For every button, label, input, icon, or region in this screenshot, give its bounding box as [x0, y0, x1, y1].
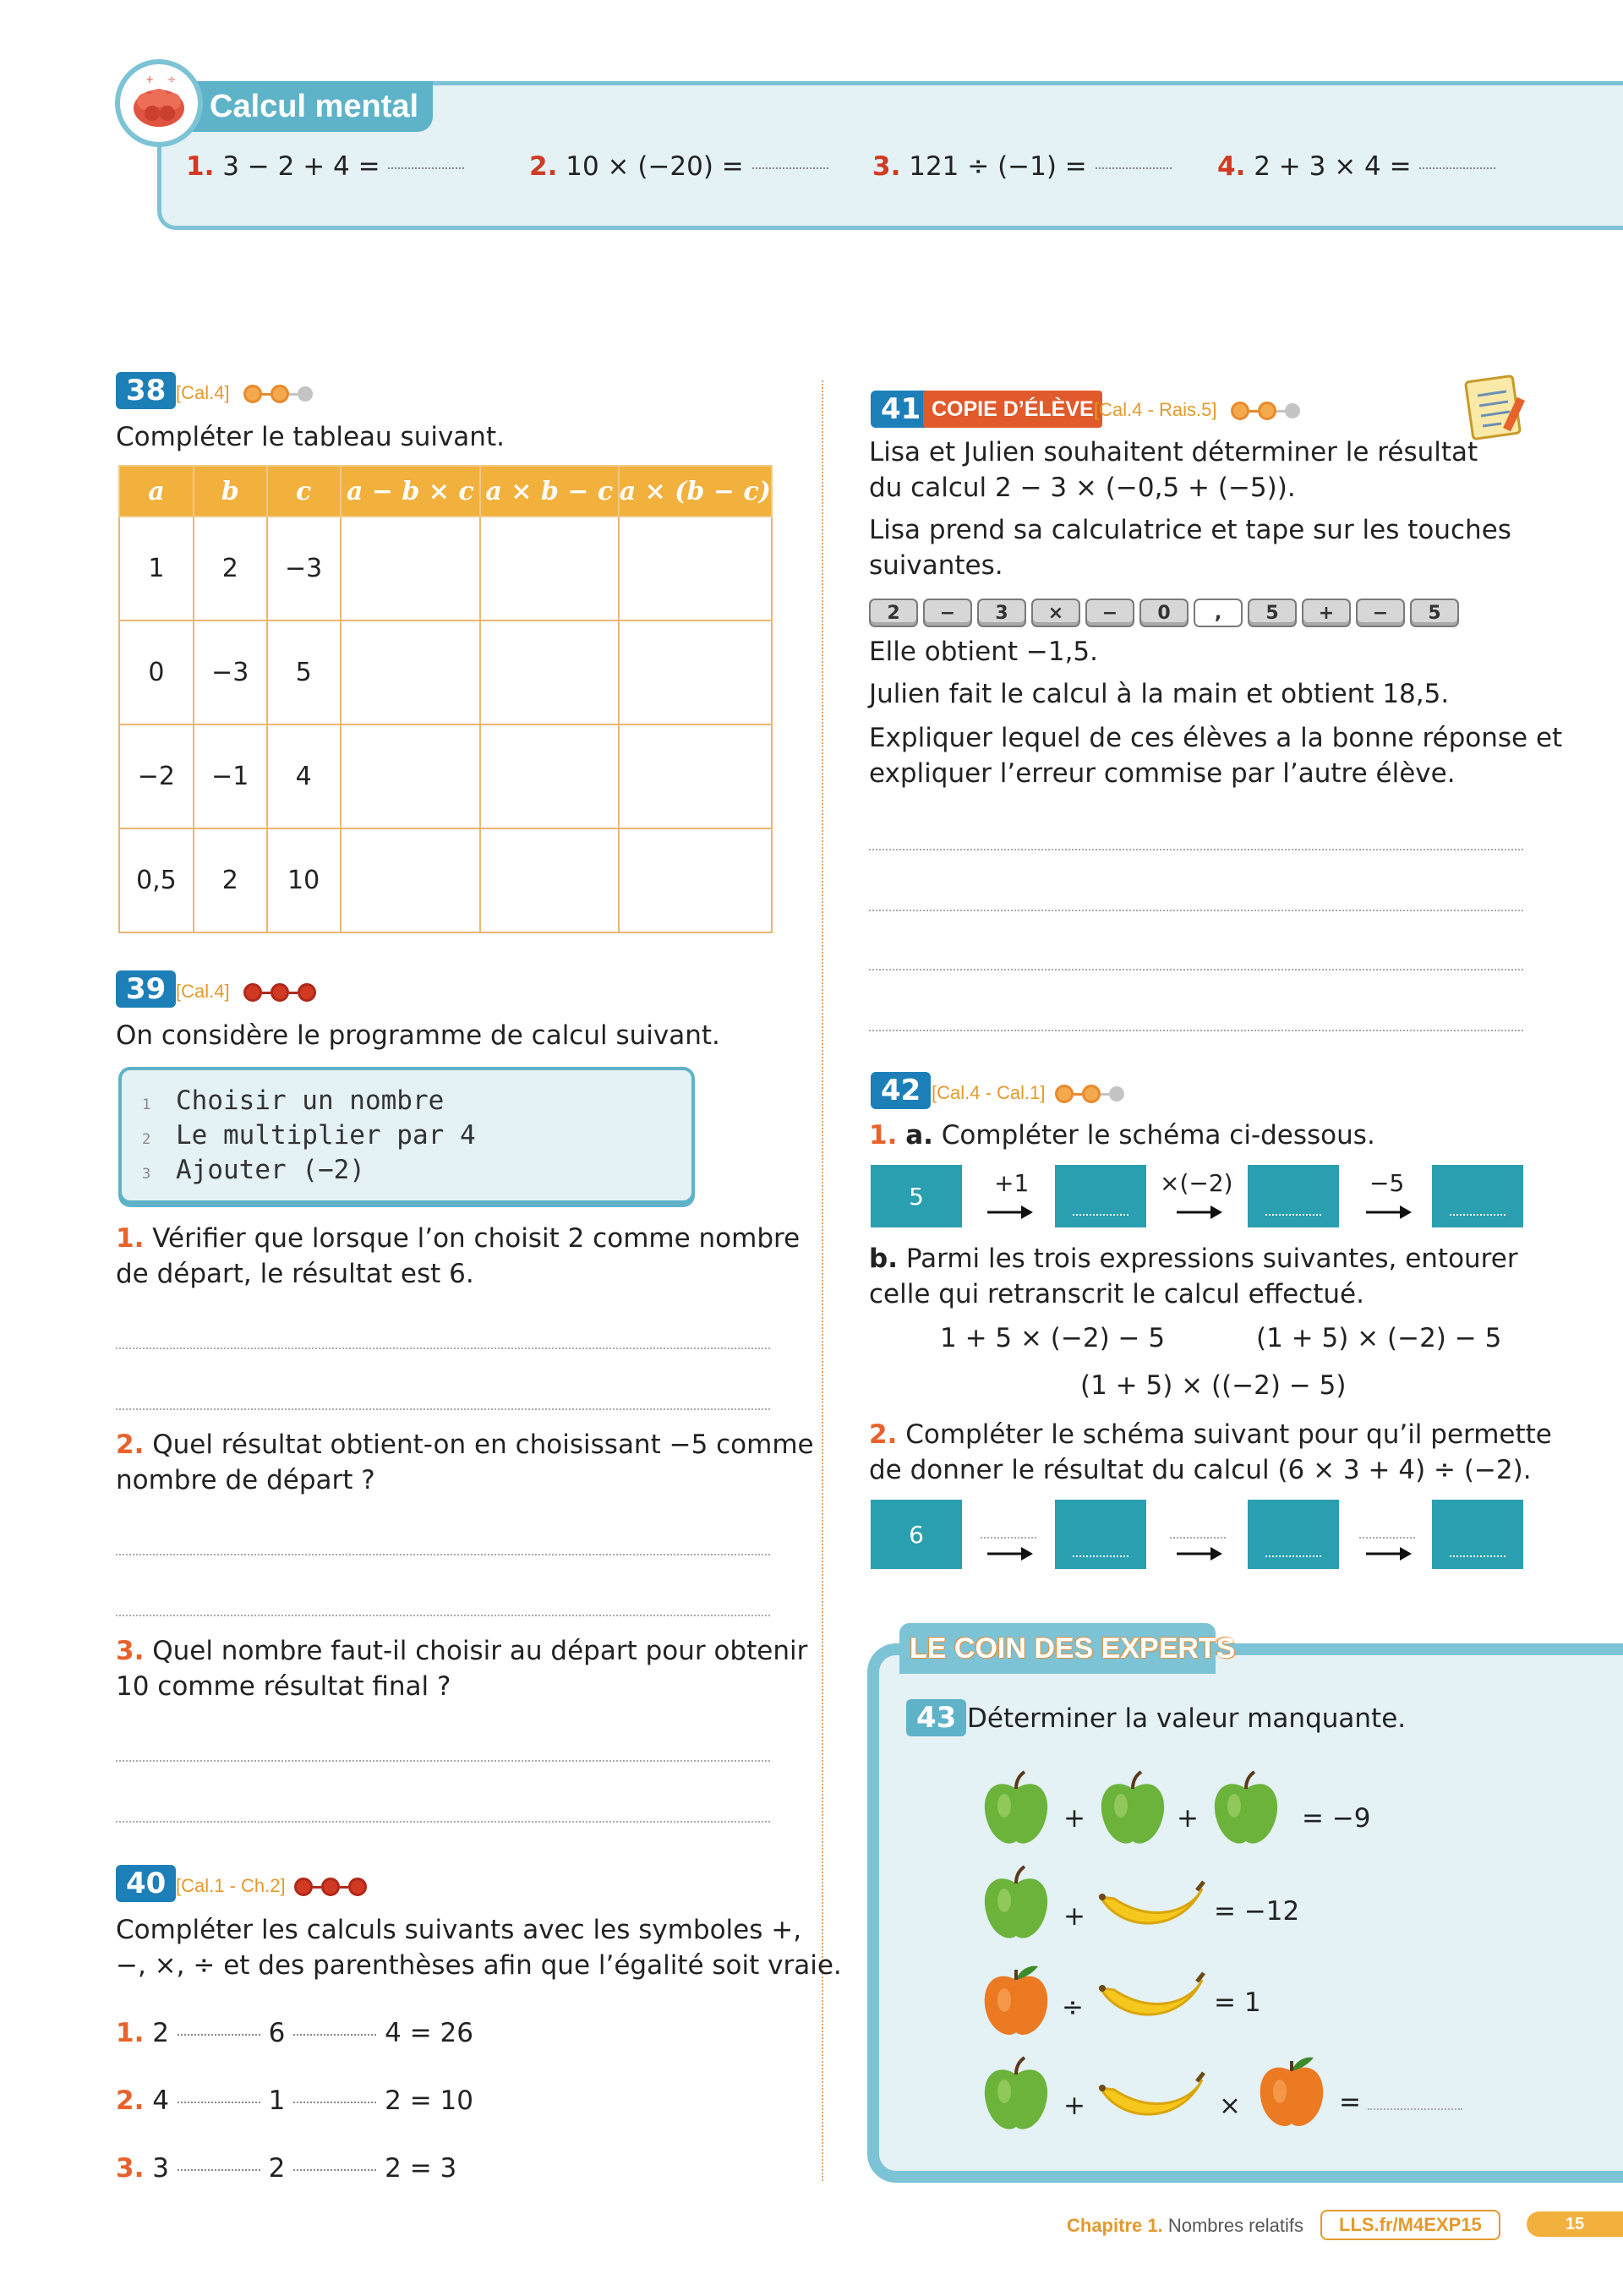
calculator-key: 5 — [1410, 599, 1459, 627]
answer-line[interactable] — [116, 1554, 770, 1555]
footer-link[interactable]: LLS.fr/M4EXP15 — [1320, 2210, 1500, 2240]
answer-cell[interactable] — [341, 620, 480, 724]
arrow-icon — [1364, 1204, 1413, 1221]
difficulty-indicator — [243, 983, 316, 1002]
operation-label: +1 — [994, 1169, 1030, 1197]
paragraph-line: Julien fait le calcul à la main et obtient 18,5. — [869, 679, 1450, 709]
equation-result: = −9 — [1302, 1803, 1371, 1834]
mental-item-2: 2. 10 × (−20) = — [529, 149, 828, 184]
exercise-tag: [Cal.4 - Rais.5] — [1094, 399, 1217, 420]
operation-blank[interactable] — [981, 1537, 1036, 1539]
column-header: a — [119, 466, 194, 517]
question-2-line-2: nombre de départ ? — [116, 1465, 375, 1495]
calculator-key: 3 — [977, 599, 1026, 627]
banana-icon — [1096, 1878, 1207, 1943]
scheme-start-box: 5 — [871, 1165, 962, 1227]
question-1b: b. Parmi les trois expressions suivantes, entourer — [869, 1244, 1518, 1274]
scheme-answer-box[interactable] — [1248, 1500, 1339, 1569]
question-1: 1. Vérifier que lorsque l’on choisit 2 comme nombre — [116, 1223, 801, 1254]
calculator-key: − — [1356, 599, 1405, 627]
program-box — [118, 1067, 695, 1204]
answer-cell[interactable] — [341, 724, 480, 828]
answer-line[interactable] — [116, 1615, 770, 1616]
page-number: 15 — [1527, 2211, 1623, 2237]
apple-icon — [979, 2056, 1053, 2137]
answer-line[interactable] — [869, 910, 1523, 911]
calc-item-2: 2. 4 1 2 = 10 — [116, 2086, 473, 2116]
calculator-key: 2 — [869, 599, 918, 627]
instruction-line-1: Compléter les calculs suivants avec les symboles +, — [116, 1915, 802, 1945]
instruction: Compléter le tableau suivant. — [116, 422, 505, 452]
scheme-start-box: 6 — [871, 1500, 962, 1569]
exercise-tag: [Cal.4] — [176, 382, 230, 403]
exercise-tag: [Cal.4] — [176, 981, 230, 1002]
calculator-key: − — [923, 599, 972, 627]
plus-sign: + — [1063, 1901, 1085, 1932]
answer-cell[interactable] — [341, 517, 480, 620]
intro-text: On considère le programme de calcul suivant. — [116, 1020, 720, 1051]
calculator-keys — [869, 599, 1464, 627]
expression-option[interactable]: 1 + 5 × (−2) − 5 — [940, 1323, 1166, 1353]
plus-sign: + — [1177, 1803, 1199, 1834]
experts-title: LE COIN DES EXPERTS — [910, 1632, 1236, 1665]
question-1-line-2: de départ, le résultat est 6. — [116, 1259, 474, 1289]
answer-blank[interactable] — [293, 2102, 376, 2103]
scheme-answer-box[interactable] — [1055, 1165, 1146, 1227]
answer-blank[interactable] — [388, 167, 464, 169]
question-3: 3. Quel nombre faut-il choisir au départ pour obtenir — [116, 1636, 808, 1666]
svg-text:+: + — [145, 74, 155, 85]
exercise-number-38: 38 — [116, 372, 176, 409]
exercise-number-39: 39 — [116, 970, 176, 1008]
exercise-tag: [Cal.1 - Ch.2] — [176, 1875, 286, 1896]
answer-line[interactable] — [869, 969, 1523, 970]
scheme-answer-box[interactable] — [1248, 1165, 1339, 1227]
question-2: 2. Compléter le schéma suivant pour qu’il permette — [869, 1419, 1552, 1450]
calc-item-3: 3. 3 2 2 = 3 — [116, 2153, 457, 2184]
arrow-icon — [986, 1545, 1035, 1562]
scheme-answer-box[interactable] — [1432, 1500, 1523, 1569]
times-sign: × — [1219, 2091, 1241, 2121]
exercise-number-41: 41 — [871, 391, 931, 428]
program-line: 2 Le multiplier par 4 — [142, 1120, 476, 1151]
exercise-number-42: 42 — [871, 1072, 931, 1109]
answer-cell[interactable] — [480, 724, 618, 828]
instruction: Déterminer la valeur manquante. — [967, 1703, 1407, 1734]
answer-line[interactable] — [116, 1348, 770, 1349]
expression-option[interactable]: (1 + 5) × (−2) − 5 — [1256, 1323, 1502, 1353]
column-header: b — [194, 466, 267, 517]
difficulty-indicator — [1231, 402, 1300, 420]
table-row: 0,5 2 10 — [119, 828, 772, 932]
apple-icon — [1209, 1770, 1283, 1851]
answer-cell[interactable] — [619, 620, 773, 724]
scheme-answer-box[interactable] — [1432, 1165, 1523, 1227]
values-table — [118, 465, 773, 933]
answer-cell[interactable] — [619, 828, 773, 932]
question-3-line-2: 10 comme résultat final ? — [116, 1671, 451, 1702]
peach-icon — [1254, 2049, 1329, 2134]
student-copy-label: COPIE D’ÉLÈVE — [923, 391, 1102, 428]
calc-item-1: 1. 2 6 4 = 26 — [116, 2018, 473, 2048]
plus-sign: + — [1063, 1803, 1085, 1834]
answer-line[interactable] — [116, 1408, 770, 1410]
arrow-icon — [1175, 1545, 1224, 1562]
paragraph-line: Lisa et Julien souhaitent déterminer le résultat — [869, 437, 1478, 467]
arrow-icon — [1175, 1204, 1224, 1221]
answer-blank[interactable] — [293, 2034, 376, 2036]
difficulty-indicator — [294, 1878, 367, 1896]
answer-cell[interactable] — [480, 620, 618, 724]
svg-text:÷: ÷ — [167, 74, 177, 85]
answer-blank[interactable] — [1096, 167, 1172, 169]
question-1b-line-2: celle qui retranscrit le calcul effectué. — [869, 1279, 1364, 1309]
answer-line[interactable] — [116, 1821, 770, 1823]
peach-icon — [979, 1958, 1053, 2042]
answer-cell[interactable] — [619, 517, 773, 620]
operation-label: −5 — [1369, 1169, 1405, 1197]
answer-blank[interactable] — [293, 2169, 376, 2171]
equation-result: = −12 — [1214, 1896, 1300, 1927]
answer-blank[interactable] — [178, 2169, 260, 2171]
expression-option[interactable]: (1 + 5) × ((−2) − 5) — [1080, 1370, 1347, 1401]
answer-cell[interactable] — [341, 828, 480, 932]
calculator-key: , — [1194, 599, 1243, 627]
answer-blank[interactable] — [1368, 2108, 1462, 2110]
equation-result: = 1 — [1214, 1987, 1261, 2018]
paragraph-line: expliquer l’erreur commise par l’autre élève. — [869, 758, 1456, 789]
question-2: 2. Quel résultat obtient-on en choisissant −5 comme — [116, 1430, 814, 1460]
exercise-number-40: 40 — [116, 1865, 176, 1902]
calculator-key: + — [1302, 599, 1351, 627]
banana-icon — [1096, 2069, 1207, 2134]
apple-icon — [979, 1865, 1053, 1946]
paragraph-line: du calcul 2 − 3 × (−0,5 + (−5)). — [869, 473, 1296, 503]
answer-blank[interactable] — [178, 2034, 260, 2036]
answer-cell[interactable] — [480, 828, 618, 932]
brain-icon — [115, 59, 203, 147]
answer-line[interactable] — [116, 1760, 770, 1762]
difficulty-indicator — [243, 385, 313, 403]
apple-icon — [1096, 1770, 1170, 1851]
mental-item-4: 4. 2 + 3 × 4 = — [1217, 149, 1495, 184]
answer-blank[interactable] — [1419, 167, 1495, 169]
column-header: a − b × c — [341, 466, 480, 517]
column-header: a × (b − c) — [619, 466, 773, 517]
operation-blank[interactable] — [1170, 1537, 1226, 1539]
column-header: c — [267, 466, 341, 517]
banana-icon — [1096, 1970, 1207, 2034]
divide-sign: ÷ — [1062, 1993, 1084, 2023]
question-2-line-2: de donner le résultat du calcul (6 × 3 + 4) ÷ (−2). — [869, 1455, 1532, 1485]
apple-icon — [979, 1770, 1053, 1851]
instruction-line-2: −, ×, ÷ et des parenthèses afin que l’égalité soit vraie. — [116, 1950, 842, 1981]
paragraph-line: Lisa prend sa calculatrice et tape sur les touches — [869, 515, 1511, 545]
arrow-icon — [1364, 1545, 1413, 1562]
paragraph-line: suivantes. — [869, 550, 1003, 581]
operation-label: ×(−2) — [1160, 1169, 1233, 1197]
scheme-answer-box[interactable] — [1055, 1500, 1146, 1569]
equals-sign: = — [1339, 2087, 1361, 2118]
paragraph-line: Elle obtient −1,5. — [869, 637, 1099, 667]
arrow-icon — [986, 1204, 1035, 1221]
calculator-key: 0 — [1139, 599, 1189, 627]
program-line: 3 Ajouter (−2) — [142, 1155, 365, 1185]
table-header-row — [119, 466, 772, 517]
column-header: a × b − c — [480, 466, 618, 517]
operation-blank[interactable] — [1359, 1537, 1415, 1539]
column-divider — [822, 380, 823, 2181]
mental-item-3: 3. 121 ÷ (−1) = — [872, 149, 1172, 184]
calculator-key: × — [1031, 599, 1080, 627]
calculator-key: − — [1085, 599, 1134, 627]
calcul-mental-title: Calcul mental — [210, 89, 419, 124]
answer-cell[interactable] — [619, 724, 773, 828]
exercise-number-43: 43 — [906, 1699, 966, 1736]
difficulty-indicator — [1055, 1085, 1124, 1103]
answer-blank[interactable] — [752, 167, 828, 169]
answer-line[interactable] — [869, 849, 1523, 850]
question-1a: 1. a. Compléter le schéma ci-dessous. — [869, 1120, 1375, 1151]
footer-chapter: Chapitre 1. Nombres relatifs — [1067, 2215, 1303, 2236]
paragraph-line: Expliquer lequel de ces élèves a la bonne réponse et — [869, 723, 1563, 753]
table-row: 1 2 −3 — [119, 517, 772, 620]
program-line: 1 Choisir un nombre — [142, 1085, 445, 1116]
answer-blank[interactable] — [178, 2102, 260, 2103]
exercise-tag: [Cal.4 - Cal.1] — [932, 1082, 1046, 1103]
answer-line[interactable] — [869, 1030, 1523, 1031]
mental-item-1: 1. 3 − 2 + 4 = — [186, 149, 464, 184]
plus-sign: + — [1063, 2091, 1085, 2121]
calculator-key: 5 — [1248, 599, 1297, 627]
answer-cell[interactable] — [480, 517, 618, 620]
table-row: 0 −3 5 — [119, 620, 772, 724]
table-row: −2 −1 4 — [119, 724, 772, 828]
